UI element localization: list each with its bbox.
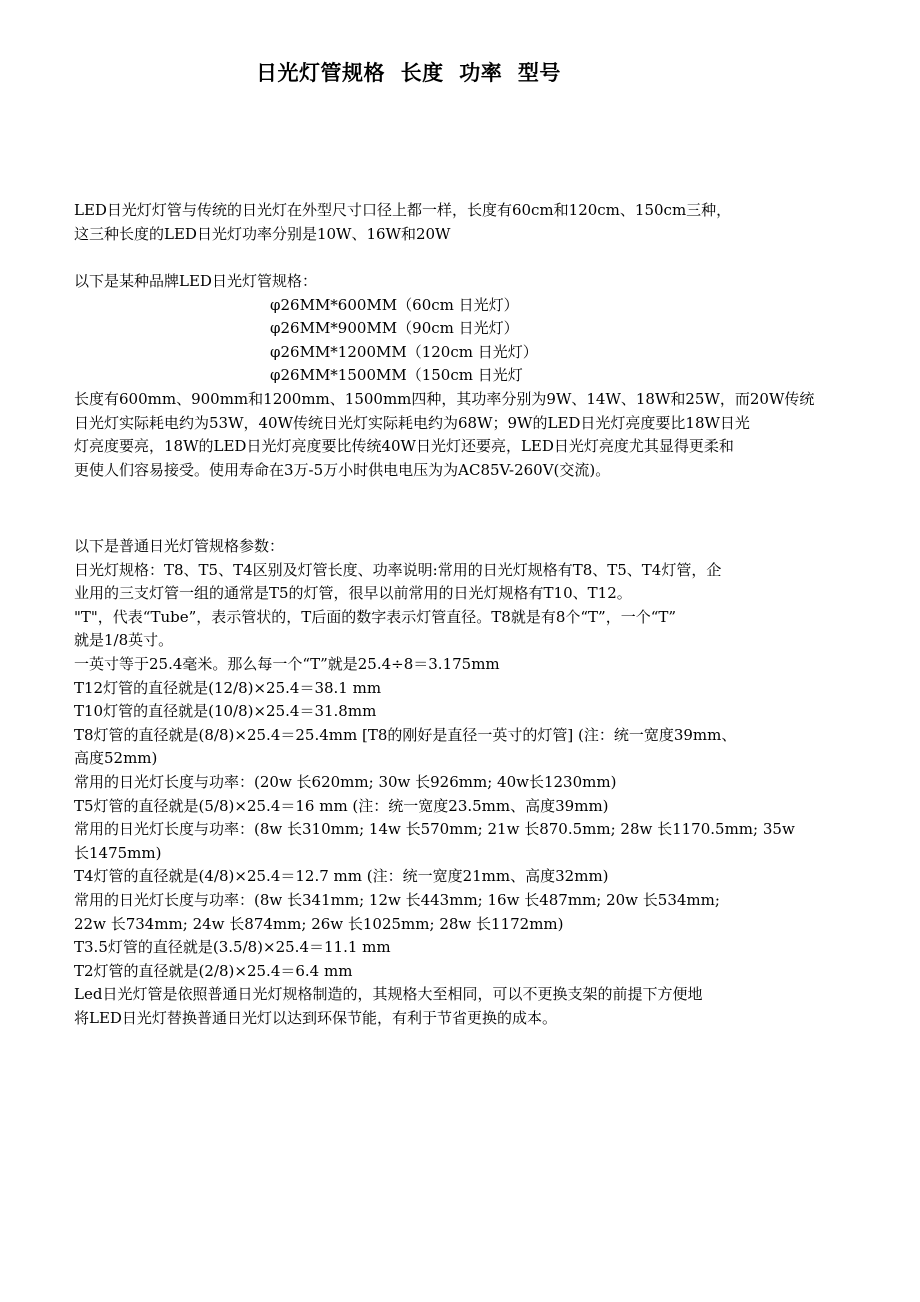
paragraph-line: T8灯管的直径就是(8/8)×25.4＝25.4mm [T8的刚好是直径一英寸的灯管] (注：统一宽度39mm、 <box>74 725 737 744</box>
paragraph-line: 22w 长734mm; 24w 长874mm; 26w 长1025mm; 28w 长1172mm) <box>74 914 564 933</box>
spec-line: φ26MM*1500MM（150cm 日光灯 <box>270 366 523 385</box>
intro-section <box>74 199 854 246</box>
paragraph-line: T3.5灯管的直径就是(3.5/8)×25.4＝11.1 mm <box>74 938 391 957</box>
section-heading: 以下是普通日光灯管规格参数： <box>74 537 285 555</box>
paragraph-line: 常用的日光灯长度与功率：(8w 长310mm; 14w 长570mm; 21w 长870.5mm; 28w 长1170.5mm; 35w <box>74 820 795 839</box>
paragraph-line: 长1475mm) <box>74 843 162 862</box>
paragraph-line: "T"，代表“Tube”，表示管状的，T后面的数字表示灯管直径。T8就是有8个“T”，一个“T” <box>74 607 677 626</box>
paragraph-line: 常用的日光灯长度与功率：(8w 长341mm; 12w 长443mm; 16w 长487mm; 20w 长534mm; <box>74 890 720 909</box>
paragraph-line: T4灯管的直径就是(4/8)×25.4＝12.7 mm (注：统一宽度21mm、高度32mm) <box>74 867 609 886</box>
paragraph-line: 更使人们容易接受。使用寿命在3万-5万小时供电电压为为AC85V-260V(交流)。 <box>74 460 611 479</box>
spec-line: φ26MM*1200MM（120cm 日光灯） <box>270 342 538 361</box>
paragraph-line: Led日光灯管是依照普通日光灯规格制造的，其规格大至相同，可以不更换支架的前提下方便地 <box>74 985 703 1004</box>
paragraph-line: 将LED日光灯替换普通日光灯以达到环保节能，有利于节省更换的成本。 <box>74 1008 557 1027</box>
document-title: 日光灯管规格 长度 功率 型号 <box>256 61 561 85</box>
brand-section <box>74 270 854 482</box>
paragraph-line: 灯亮度要亮，18W的LED日光灯亮度要比传统40W日光灯还要亮，LED日光灯亮度尤其显得更柔和 <box>74 437 734 456</box>
spec-line: φ26MM*900MM（90cm 日光灯） <box>270 319 519 338</box>
paragraph-line: 常用的日光灯长度与功率：(20w 长620mm; 30w 长926mm; 40w长1230mm) <box>74 772 617 791</box>
normal-specs-section <box>74 535 854 1030</box>
paragraph-line: 长度有600mm、900mm和1200mm、1500mm四种，其功率分别为9W、14W、18W和25W，而20W传统 <box>74 389 815 408</box>
paragraph-line: 日光灯实际耗电约为53W，40W传统日光灯实际耗电约为68W；9W的LED日光灯亮度要比18W日光 <box>74 413 750 432</box>
paragraph-line: T2灯管的直径就是(2/8)×25.4＝6.4 mm <box>74 961 353 980</box>
paragraph-line: 高度52mm) <box>74 749 158 768</box>
paragraph-line: 这三种长度的LED日光灯功率分别是10W、16W和20W <box>74 224 451 243</box>
paragraph-line: T12灯管的直径就是(12/8)×25.4＝38.1 mm <box>74 678 382 697</box>
paragraph-line: LED日光灯灯管与传统的日光灯在外型尺寸口径上都一样，长度有60cm和120cm、150cm三种， <box>74 201 732 219</box>
paragraph-line: 就是1/8英寸。 <box>74 631 174 650</box>
paragraph-line: 业用的三支灯管一组的通常是T5的灯管，很早以前常用的日光灯规格有T10、T12。 <box>74 584 632 603</box>
brand-heading: 以下是某种品牌LED日光灯管规格： <box>74 272 317 290</box>
paragraph-line: 一英寸等于25.4毫米。那么每一个“T”就是25.4÷8＝3.175mm <box>74 654 500 673</box>
paragraph-line: T10灯管的直径就是(10/8)×25.4＝31.8mm <box>74 702 377 721</box>
paragraph-line: 日光灯规格：T8、T5、T4区别及灯管长度、功率说明:常用的日光灯规格有T8、T5、T4灯管，企 <box>74 560 722 579</box>
spec-line: φ26MM*600MM（60cm 日光灯） <box>270 295 519 314</box>
paragraph-line: T5灯管的直径就是(5/8)×25.4＝16 mm (注：统一宽度23.5mm、高度39mm) <box>74 796 609 815</box>
